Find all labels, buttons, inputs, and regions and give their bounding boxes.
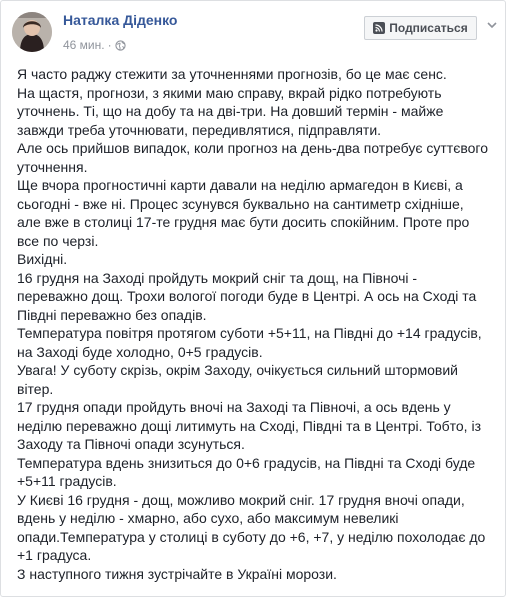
post-meta bbox=[63, 38, 126, 52]
post-body bbox=[17, 65, 491, 583]
subscribe-label: Подписаться bbox=[389, 21, 468, 35]
rss-icon bbox=[373, 22, 385, 34]
post-paragraph: Температура повітря протягом суботи +5+11, на Півдні до +14 градусів, на Заході буде холодно, 0+5 градусів. bbox=[17, 325, 482, 360]
timestamp[interactable]: 46 мин. bbox=[63, 38, 105, 52]
post-paragraph: Я часто раджу стежити за уточненнями прогнозів, бо це має сенс. bbox=[17, 66, 447, 82]
post-paragraph: Температура вдень знизиться до 0+6 градусів, на Півдні та Сході буде +5+11 градусів. bbox=[17, 454, 476, 489]
globe-icon bbox=[115, 40, 126, 51]
post-paragraph: З наступного тижня зустрічайте в Україні морози. bbox=[17, 565, 337, 582]
post-paragraph: Увага! У суботу скрізь, окрім Заходу, очікується сильний штормовий вітер. bbox=[17, 362, 458, 397]
subscribe-button[interactable] bbox=[364, 16, 477, 40]
dot-separator: · bbox=[107, 38, 112, 52]
post-paragraph: 17 грудня опади пройдуть вночі на Заході та Півночі, а ось вдень у неділю переважно дощі литимуть на Сході, Півдні та в Центрі. Тобто, із Заходу та Півночі опади зсунуться. bbox=[17, 399, 481, 452]
post-paragraph: На щастя, прогнози, з якими маю справу, вкрай рідко потребують уточнень. Ті, що на добу та на дві-три. На довший термін - майже завжди треба уточнювати, передивлятися, підправляти. bbox=[17, 84, 444, 138]
post-paragraph: У Києві 16 грудня - дощ, можливо мокрий сніг. 17 грудня вночі опади, вдень у неділю - хмарно, або сухо, або максимум невеликі опади.Температура у столиці в суботу до +6, +7, у неділю похолодає до +1 градуса. bbox=[17, 491, 486, 563]
post-paragraph: Вихідні. bbox=[17, 251, 68, 267]
post-paragraph: Ще вчора прогностичні карти давали на неділю армагедон в Києві, а сьогодні - вже ні. Процес зсунувся буквально на сантиметр східніше, але вже в столиці 17-те грудня має бути досить спокійним. Проте про все по черзі. bbox=[17, 177, 470, 249]
avatar-image bbox=[12, 12, 52, 52]
avatar[interactable] bbox=[12, 12, 52, 52]
post-header bbox=[1, 1, 505, 63]
post-paragraph: Але ось прийшов випадок, коли прогноз на день-два потребує суттєвого уточнення. bbox=[17, 140, 488, 175]
author-name[interactable]: Наталка Діденко bbox=[63, 12, 178, 28]
post-paragraph: 16 грудня на Заході пройдуть мокрий сніг та дощ, на Півночі - переважно дощ. Трохи вологої погоди буде в Центрі. А ось на Сході та Півдні переважно без опадів. bbox=[17, 269, 477, 323]
chevron-down-icon[interactable] bbox=[485, 18, 499, 32]
